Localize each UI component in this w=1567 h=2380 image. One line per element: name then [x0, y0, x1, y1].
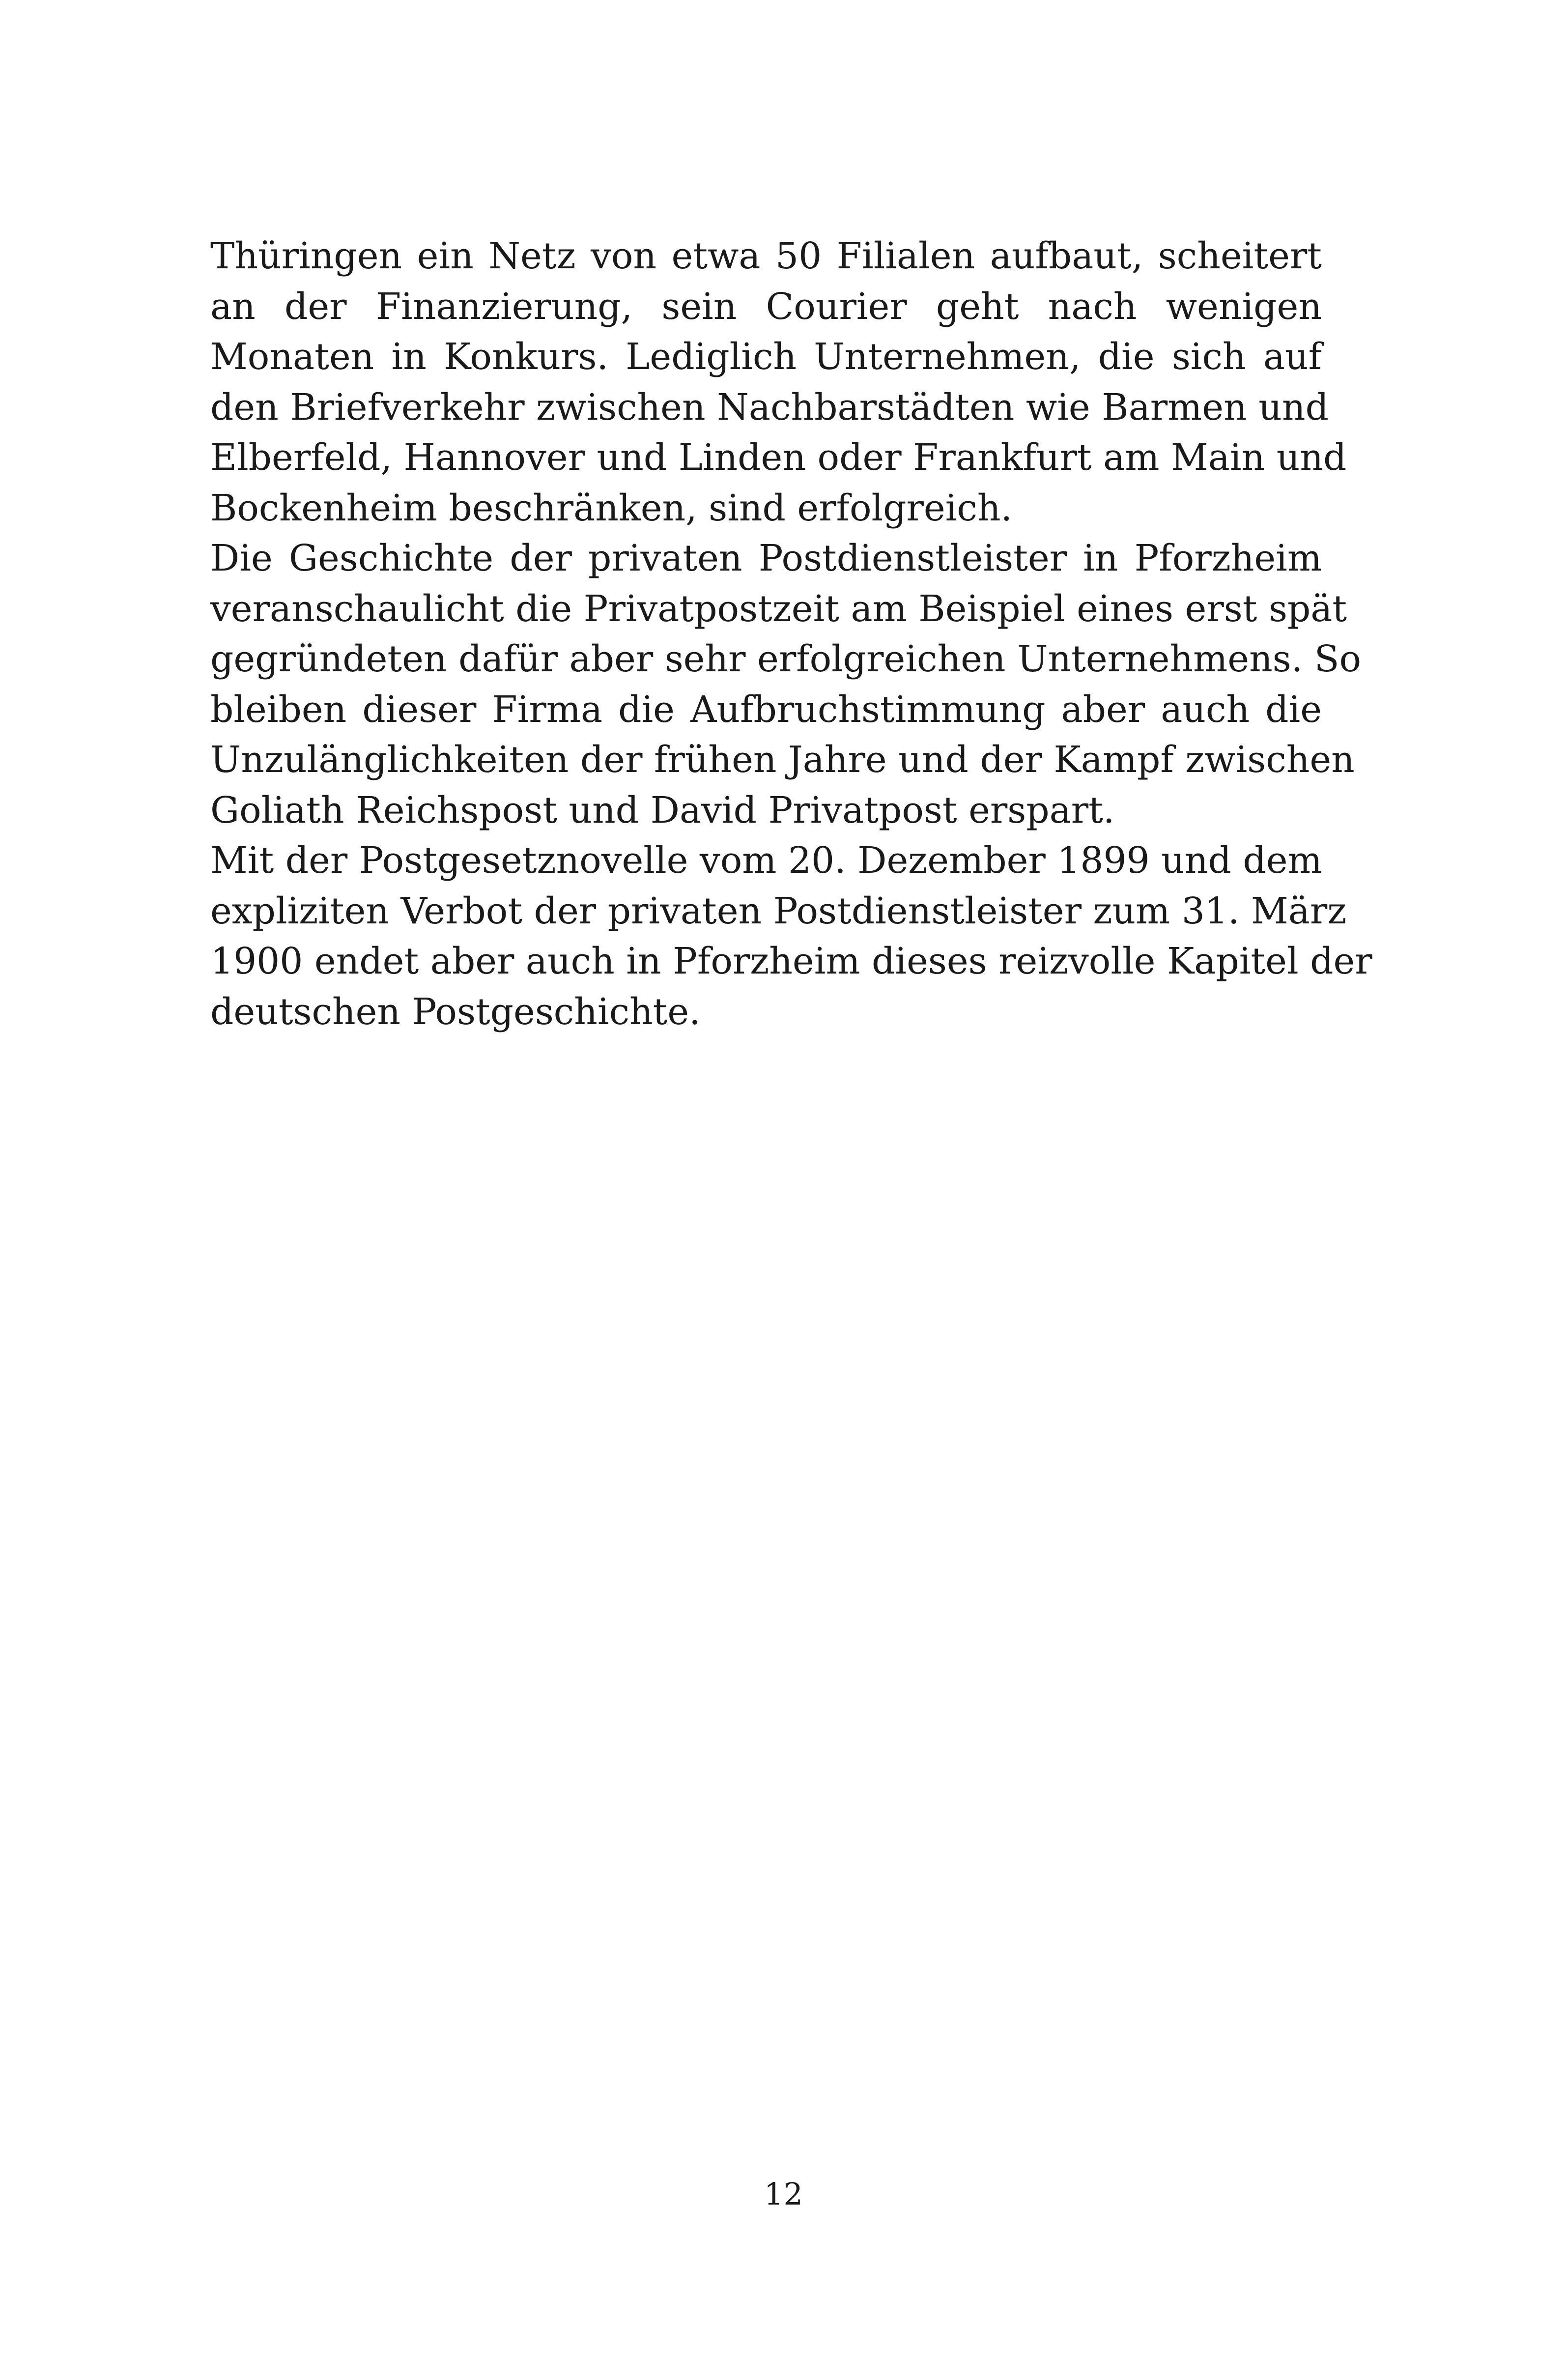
text-line: 1900 endet aber auch in Pforzheim dieses reizvolle Kapitel der	[210, 940, 1372, 982]
page-number: 12	[764, 2176, 803, 2212]
text-line: Die Geschichte der privaten Postdienstleister in Pforzheim	[210, 537, 1322, 579]
text-line: Mit der Postgesetznovelle vom 20. Dezember 1899 und dem	[210, 839, 1322, 882]
text-line: expliziten Verbot der privaten Postdienstleister zum 31. März	[210, 889, 1347, 932]
text-line: Monaten in Konkurs. Lediglich Unternehmen, die sich auf	[210, 336, 1322, 378]
body-text	[210, 231, 1372, 1037]
paragraph	[210, 533, 1362, 835]
text-line: Bockenheim beschränken, sind erfolgreich.	[210, 487, 1013, 529]
text-line: Goliath Reichspost und David Privatpost erspart.	[210, 789, 1115, 832]
text-line: Unzulänglichkeiten der frühen Jahre und der Kampf zwischen	[210, 739, 1355, 781]
text-line: bleiben dieser Firma die Aufbruchstimmung aber auch die	[210, 688, 1322, 731]
text-line: veranschaulicht die Privatpostzeit am Beispiel eines erst spät	[210, 587, 1347, 630]
text-line: den Briefverkehr zwischen Nachbarstädten wie Barmen und	[210, 386, 1329, 429]
text-line: Elberfeld, Hannover und Linden oder Frankfurt am Main und	[210, 436, 1347, 479]
paragraph	[210, 835, 1372, 1037]
text-line: gegründeten dafür aber sehr erfolgreichen Unternehmens. So	[210, 638, 1362, 680]
paragraph	[210, 231, 1347, 533]
text-line: an der Finanzierung, sein Courier geht nach wenigen	[210, 285, 1322, 328]
text-line: deutschen Postgeschichte.	[210, 990, 701, 1033]
text-line: Thüringen ein Netz von etwa 50 Filialen aufbaut, scheitert	[210, 235, 1322, 277]
